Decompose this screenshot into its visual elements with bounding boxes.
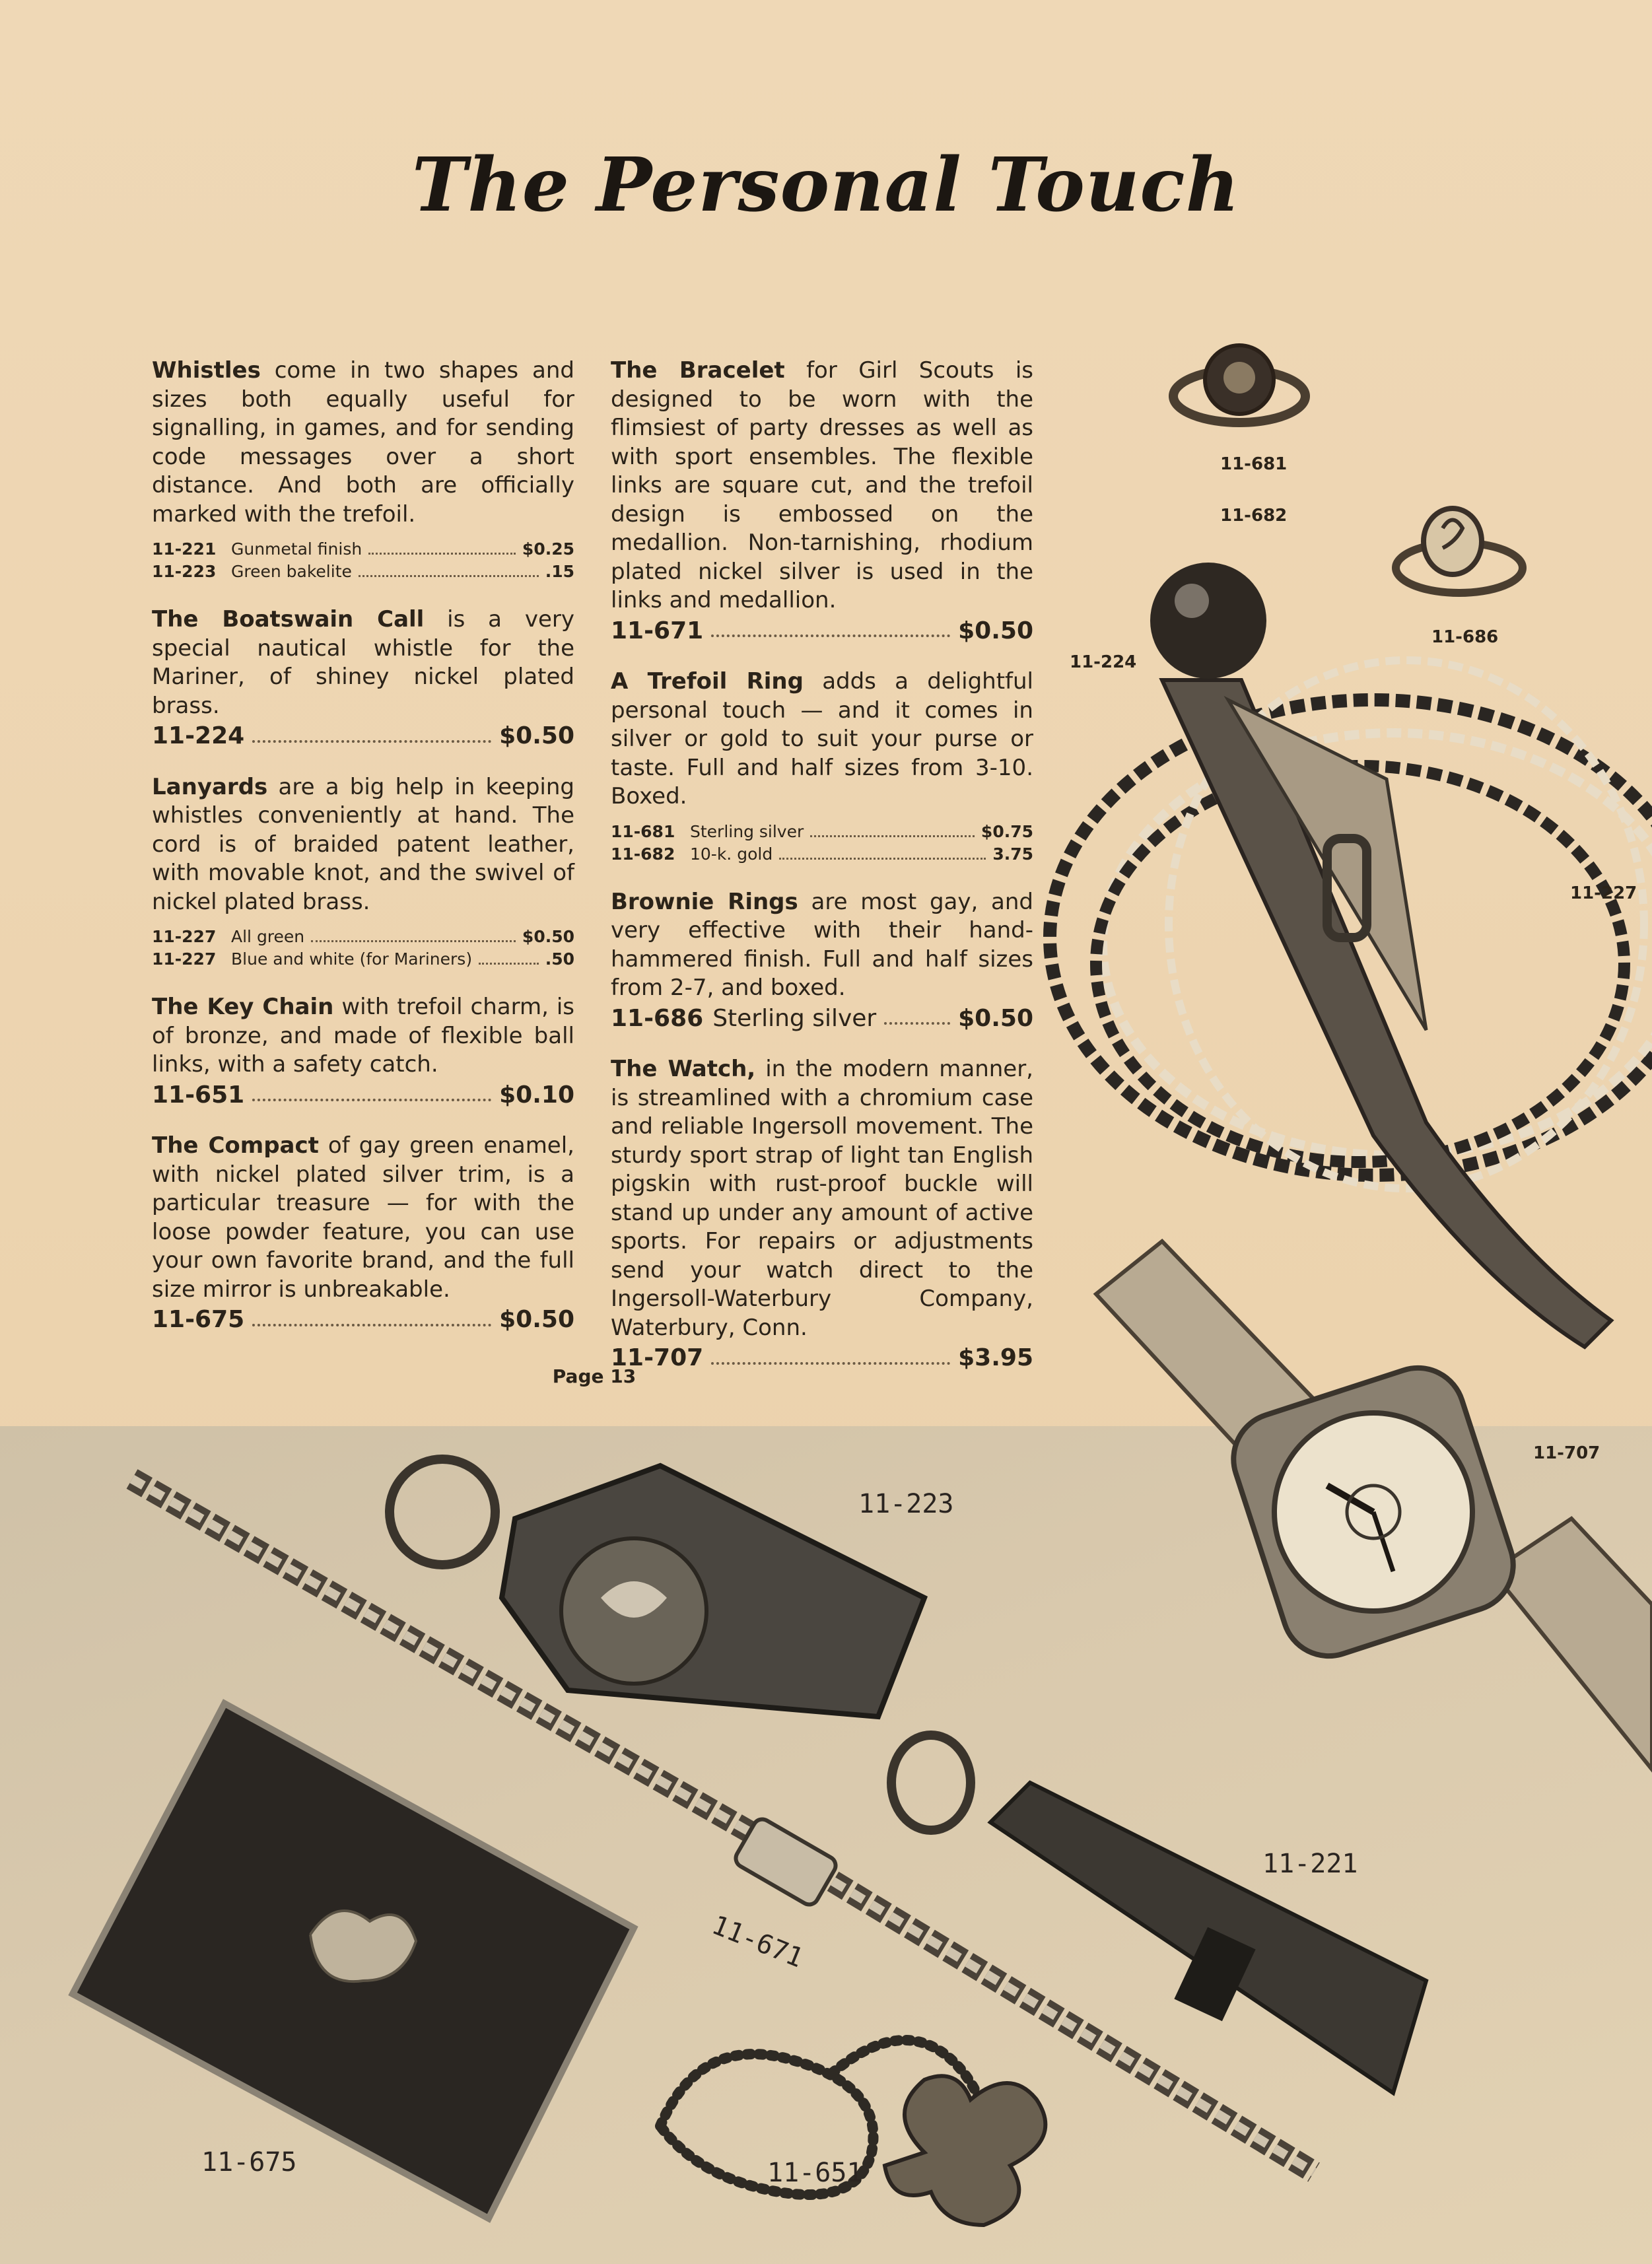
boatswain-heading: The Boatswain Call	[152, 606, 425, 633]
whistle-221-label: 11-221	[1262, 1849, 1358, 1879]
key-chain-icon	[660, 2040, 1045, 2225]
item-price: $0.50	[499, 1306, 574, 1333]
brownie-rings-heading: Brownie Rings	[611, 888, 798, 915]
item-code: 11-671	[611, 617, 704, 644]
watch-text: in the modern manner, is streamlined with a chromium case and reliable Ingersoll movement. The sturdy sport strap of light tan English pigskin with rust-proof buckle will stand up under any amount of active sports. For repairs or adjustments send your watch direct to the Ingersoll-Waterbury Company, Waterbury, Conn.	[611, 1056, 1033, 1341]
bracelet-text: for Girl Scouts is designed to be worn with the flimsiest of party dresses as well as with sport ensembles. The flexible links are square cut, and the trefoil design is embossed on the medallion. Non-tarnishing, rhodium plated nickel silver is used in the links and medallion.	[611, 357, 1033, 613]
item-price: $0.50	[522, 927, 574, 946]
item-price: $0.50	[958, 617, 1033, 644]
trefoil-ring-icon	[1173, 345, 1305, 423]
boatswain-224-label: 11-224	[1070, 652, 1137, 672]
item-desc: Blue and white (for Mariners)	[231, 949, 473, 969]
watch-707-label: 11-707	[1533, 1443, 1600, 1463]
lanyards-text: are a big help in keeping whistles conveniently at hand. The cord is of braided patent leather, with movable knot, and the swivel of nickel plated brass.	[152, 773, 575, 915]
lanyard-227-label: 11-227	[1570, 883, 1637, 903]
trefoil-ring-text: adds a delightful personal touch — and it comes in silver or gold to suit your purse or taste. Full and half sizes from 3-10. Boxed.	[611, 668, 1034, 809]
item-desc: Sterling silver	[690, 821, 804, 841]
item-desc: All green	[231, 927, 305, 946]
item-price: $0.25	[522, 539, 574, 559]
item-price: .50	[545, 949, 574, 969]
whistles-text: come in two shapes and sizes both equally useful for signalling, in games, and for sending code messages over a short distance. And both are officially marked with the trefoil.	[152, 357, 574, 528]
ring-682-label: 11-682	[1220, 506, 1288, 526]
page-title: The Personal Touch	[411, 142, 1241, 228]
item-desc: Green bakelite	[231, 562, 352, 581]
item-code: 11-227	[152, 949, 217, 969]
brownie-ring-icon	[1396, 508, 1523, 593]
boatswain-call-icon	[1150, 563, 1611, 1347]
brownie-rings-text: are most gay, and very effective with their hand-hammered finish. Full and half sizes from 2-7, and boxed.	[611, 888, 1034, 1001]
item-price: $0.50	[499, 722, 574, 749]
item-code: 11-651	[152, 1081, 245, 1109]
item-code: 11-224	[152, 722, 245, 749]
item-code: 11-221	[152, 539, 217, 559]
item-code: 11-223	[152, 562, 217, 581]
whistle-221-icon	[891, 1735, 1426, 2093]
whistle-223-label: 11-223	[858, 1489, 954, 1519]
compact-icon	[73, 1703, 634, 2218]
item-code: 11-681	[611, 821, 675, 841]
item-code: 11-682	[611, 844, 675, 864]
compact-675-label: 11-675	[201, 2147, 297, 2178]
compact-text: of gay green enamel, with nickel plated silver trim, is a particular treasure — for with the loose powder feature, you can use your own favorite brand, and the full size mirror is unbreakable.	[152, 1132, 574, 1303]
watch-heading: The Watch,	[611, 1056, 756, 1082]
item-desc: 10-k. gold	[690, 844, 773, 864]
ring-686-label: 11-686	[1431, 627, 1499, 647]
item-code: 11-686	[611, 1004, 704, 1032]
item-price: $0.10	[499, 1081, 574, 1109]
item-code: 11-227	[152, 927, 217, 946]
item-price: 3.75	[992, 844, 1033, 864]
item-code: 11-707	[611, 1344, 704, 1371]
item-desc: Gunmetal finish	[231, 539, 362, 559]
bracelet-heading: The Bracelet	[611, 357, 785, 384]
keychain-text: with trefoil charm, is of bronze, and made of flexible ball links, with a safety catch.	[152, 994, 575, 1078]
ring-681-label: 11-681	[1220, 454, 1288, 474]
trefoil-ring-heading: A Trefoil Ring	[611, 668, 804, 695]
keychain-heading: The Key Chain	[152, 994, 334, 1020]
item-price: $0.50	[958, 1004, 1033, 1032]
bracelet-671-label: 11-671	[707, 1909, 808, 1974]
item-price: .15	[545, 562, 574, 581]
lanyard-icon	[1050, 660, 1652, 1188]
compact-heading: The Compact	[152, 1132, 319, 1159]
boatswain-text: is a very special nautical whistle for the Mariner, of shiney nickel plated brass.	[152, 606, 574, 719]
keychain-651-label: 11-651	[767, 2158, 863, 2188]
item-code: 11-675	[152, 1306, 245, 1333]
item-desc: Sterling silver	[712, 1004, 877, 1032]
whistles-heading: Whistles	[152, 357, 261, 384]
item-price: $3.95	[958, 1344, 1033, 1371]
lanyards-heading: Lanyards	[152, 773, 268, 800]
item-price: $0.75	[981, 821, 1033, 841]
page-number: Page 13	[552, 1365, 637, 1387]
